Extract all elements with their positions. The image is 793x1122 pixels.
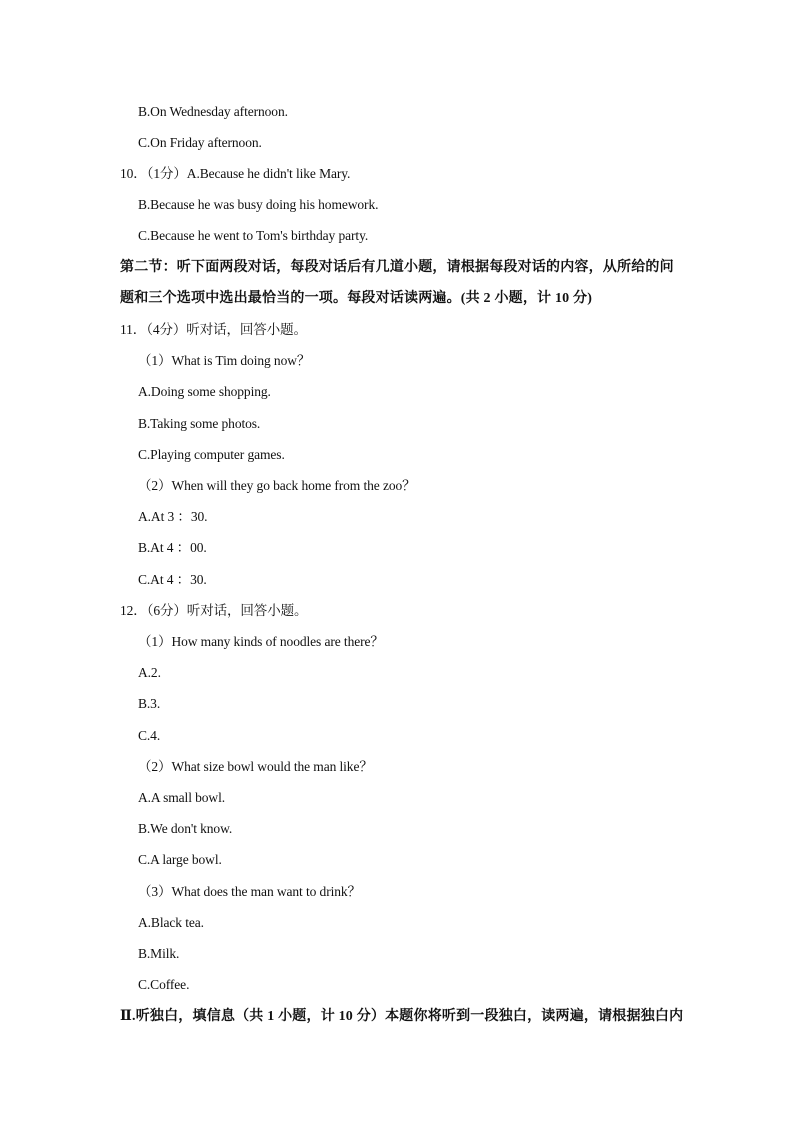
q12-sub3: （3）What does the man want to drink？ bbox=[138, 884, 361, 899]
part2-heading: Ⅱ.听独白，填信息（共 1 小题，计 10 分）本题你将听到一段独白，读两遍，请根据独白内 bbox=[120, 1009, 684, 1024]
q12-sub2-option-a: A.A small bowl. bbox=[138, 790, 226, 805]
q12-sub1-option-b: B.3. bbox=[138, 696, 161, 711]
q11-sub1-option-c: C.Playing computer games. bbox=[138, 447, 285, 462]
q11-stem: 11．（4分）听对话，回答小题。 bbox=[120, 322, 307, 337]
q12-sub1: （1）How many kinds of noodles are there？ bbox=[138, 634, 384, 649]
q12-sub2: （2）What size bowl would the man like？ bbox=[138, 759, 373, 774]
q9-option-c: C.On Friday afternoon. bbox=[138, 135, 262, 150]
q10-option-b: B.Because he was busy doing his homework. bbox=[138, 197, 379, 212]
q12-sub2-option-b: B.We don't know. bbox=[138, 821, 233, 836]
q11-sub1: （1）What is Tim doing now？ bbox=[138, 353, 311, 368]
q11-sub1-option-b: B.Taking some photos. bbox=[138, 416, 261, 431]
q12-sub3-option-a: A.Black tea. bbox=[138, 915, 204, 930]
q11-sub2: （2）When will they go back home from the zoo？ bbox=[138, 478, 416, 493]
q10-option-c: C.Because he went to Tom's birthday party. bbox=[138, 228, 369, 243]
section2-heading-line1: 第二节：听下面两段对话，每段对话后有几道小题，请根据每段对话的内容，从所给的问 bbox=[120, 260, 674, 275]
q12-sub3-option-b: B.Milk. bbox=[138, 946, 180, 961]
q11-sub2-option-c: C.At 4 ：30. bbox=[138, 572, 207, 587]
q9-option-b: B.On Wednesday afternoon. bbox=[138, 104, 288, 119]
q12-sub1-option-c: C.4. bbox=[138, 728, 161, 743]
q12-stem: 12．（6分）听对话，回答小题。 bbox=[120, 603, 308, 618]
q12-sub1-option-a: A.2. bbox=[138, 665, 161, 680]
q10-stem: 10．（1分）A.Because he didn't like Mary. bbox=[120, 166, 351, 181]
q12-sub3-option-c: C.Coffee. bbox=[138, 977, 190, 992]
q11-sub2-option-a: A.At 3 ：30. bbox=[138, 509, 208, 524]
q11-sub1-option-a: A.Doing some shopping. bbox=[138, 384, 271, 399]
q12-sub2-option-c: C.A large bowl. bbox=[138, 852, 222, 867]
q11-sub2-option-b: B.At 4 ：00. bbox=[138, 540, 207, 555]
section2-heading-line2: 题和三个选项中选出最恰当的一项。每段对话读两遍。(共 2 小题，计 10 分) bbox=[120, 291, 593, 306]
